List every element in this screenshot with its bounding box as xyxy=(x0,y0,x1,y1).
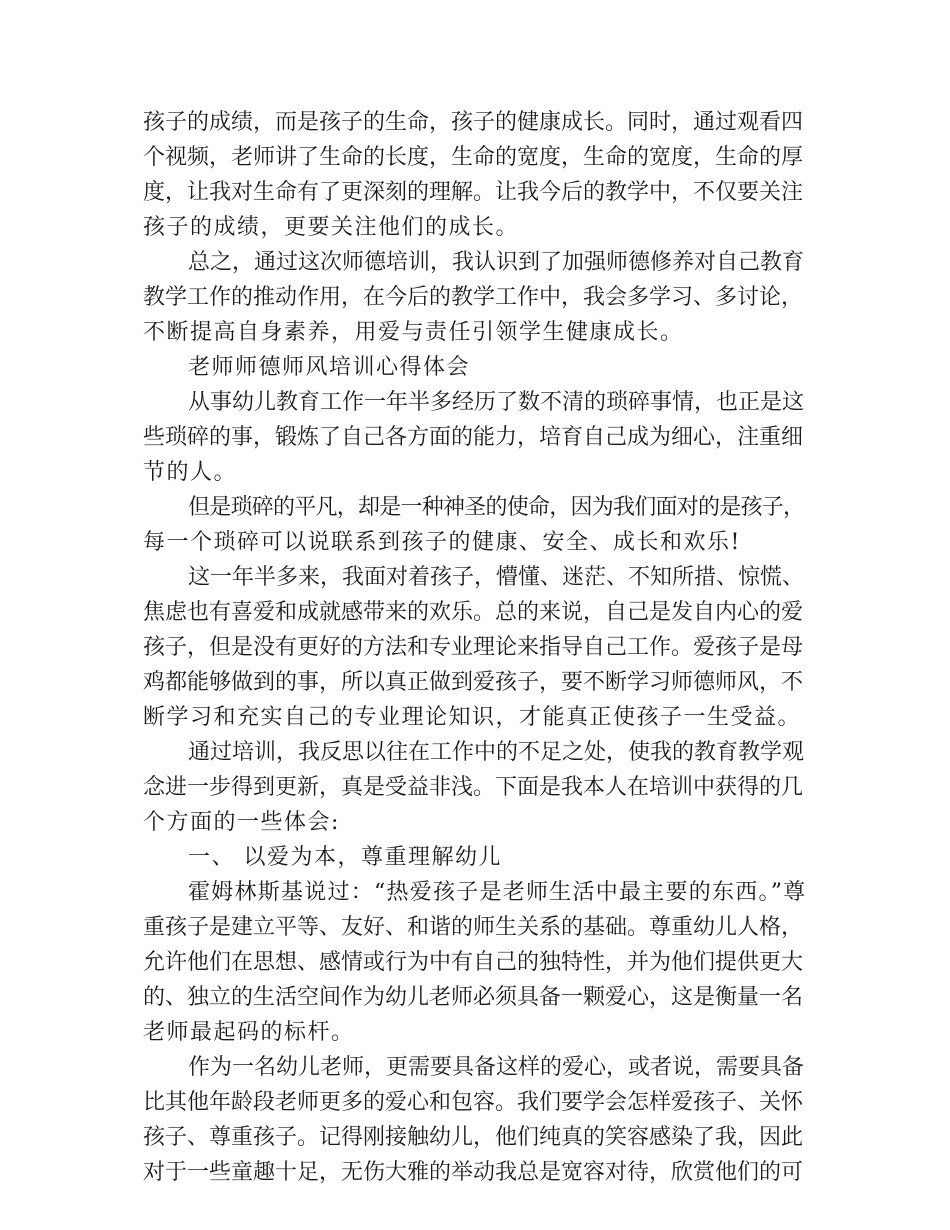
text-line: 但是琐碎的平凡，却是一种神圣的使命，因为我们面对的是孩子， xyxy=(188,495,805,520)
text-line: 重孩子是建立平等、友好、和谐的师生关系的基础。尊重幼儿人格， xyxy=(143,915,804,940)
text-line: 比其他年龄段老师更多的爱心和包容。我们要学会怎样爱孩子、关怀 xyxy=(143,1090,804,1115)
text-line: 从事幼儿教育工作一年半多经历了数不清的琐碎事情，也正是这 xyxy=(188,390,805,415)
text-line: 霍姆林斯基说过：“热爱孩子是老师生活中最主要的东西。”尊 xyxy=(188,880,807,905)
text-line: 个方面的一些体会: xyxy=(143,810,340,835)
text-line: 孩子，但是没有更好的方法和专业理论来指导自己工作。爱孩子是母 xyxy=(143,635,804,660)
text-line: 个视频，老师讲了生命的长度，生命的宽度，生命的宽度，生命的厚 xyxy=(143,145,804,170)
text-line: 断学习和充实自己的专业理论知识，才能真正使孩子一生受益。 xyxy=(143,705,802,730)
text-line: 每一个琐碎可以说联系到孩子的健康、安全、成长和欢乐! xyxy=(143,530,741,555)
text-line: 总之，通过这次师德培训，我认识到了加强师德修养对自己教育 xyxy=(188,250,805,275)
text-line: 孩子的成绩，而是孩子的生命，孩子的健康成长。同时，通过观看四 xyxy=(143,110,804,135)
text-line: 焦虑也有喜爱和成就感带来的欢乐。总的来说，自己是发自内心的爱 xyxy=(143,600,804,625)
section-title: 老师师德师风培训心得体会 xyxy=(188,355,471,380)
section-heading: 一、 以爱为本，尊重理解幼儿 xyxy=(188,845,502,870)
text-line: 孩子的成绩，更要关注他们的成长。 xyxy=(143,215,520,240)
text-line: 孩子、尊重孩子。记得刚接触幼儿，他们纯真的笑容感染了我，因此 xyxy=(143,1125,804,1150)
text-line: 的、独立的生活空间作为幼儿老师必须具备一颗爱心，这是衡量一名 xyxy=(143,985,804,1010)
text-line: 允许他们在思想、感情或行为中有自己的独特性，并为他们提供更大 xyxy=(143,950,804,975)
text-line: 老师最起码的标杆。 xyxy=(143,1020,355,1045)
text-line: 这一年半多来，我面对着孩子，懵懂、迷茫、不知所措、惊慌、 xyxy=(188,565,805,590)
text-line: 些琐碎的事，锻炼了自己各方面的能力，培育自己成为细心，注重细 xyxy=(143,425,804,450)
text-line: 作为一名幼儿老师，更需要具备这样的爱心，或者说，需要具备 xyxy=(188,1055,805,1080)
text-line: 通过培训，我反思以往在工作中的不足之处，使我的教育教学观 xyxy=(188,740,805,765)
text-line: 教学工作的推动作用，在今后的教学工作中，我会多学习、多讨论， xyxy=(143,285,804,310)
text-line: 念进一步得到更新，真是受益非浅。下面是我本人在培训中获得的几 xyxy=(143,775,804,800)
text-line: 不断提高自身素养，用爱与责任引领学生健康成长。 xyxy=(143,320,684,345)
text-line: 对于一些童趣十足，无伤大雅的举动我总是宽容对待，欣赏他们的可 xyxy=(143,1160,804,1185)
text-line: 鸡都能够做到的事，所以真正做到爱孩子，要不断学习师德师风，不 xyxy=(143,670,804,695)
text-line: 节的人。 xyxy=(143,460,238,485)
text-line: 度，让我对生命有了更深刻的理解。让我今后的教学中，不仅要关注 xyxy=(143,180,804,205)
